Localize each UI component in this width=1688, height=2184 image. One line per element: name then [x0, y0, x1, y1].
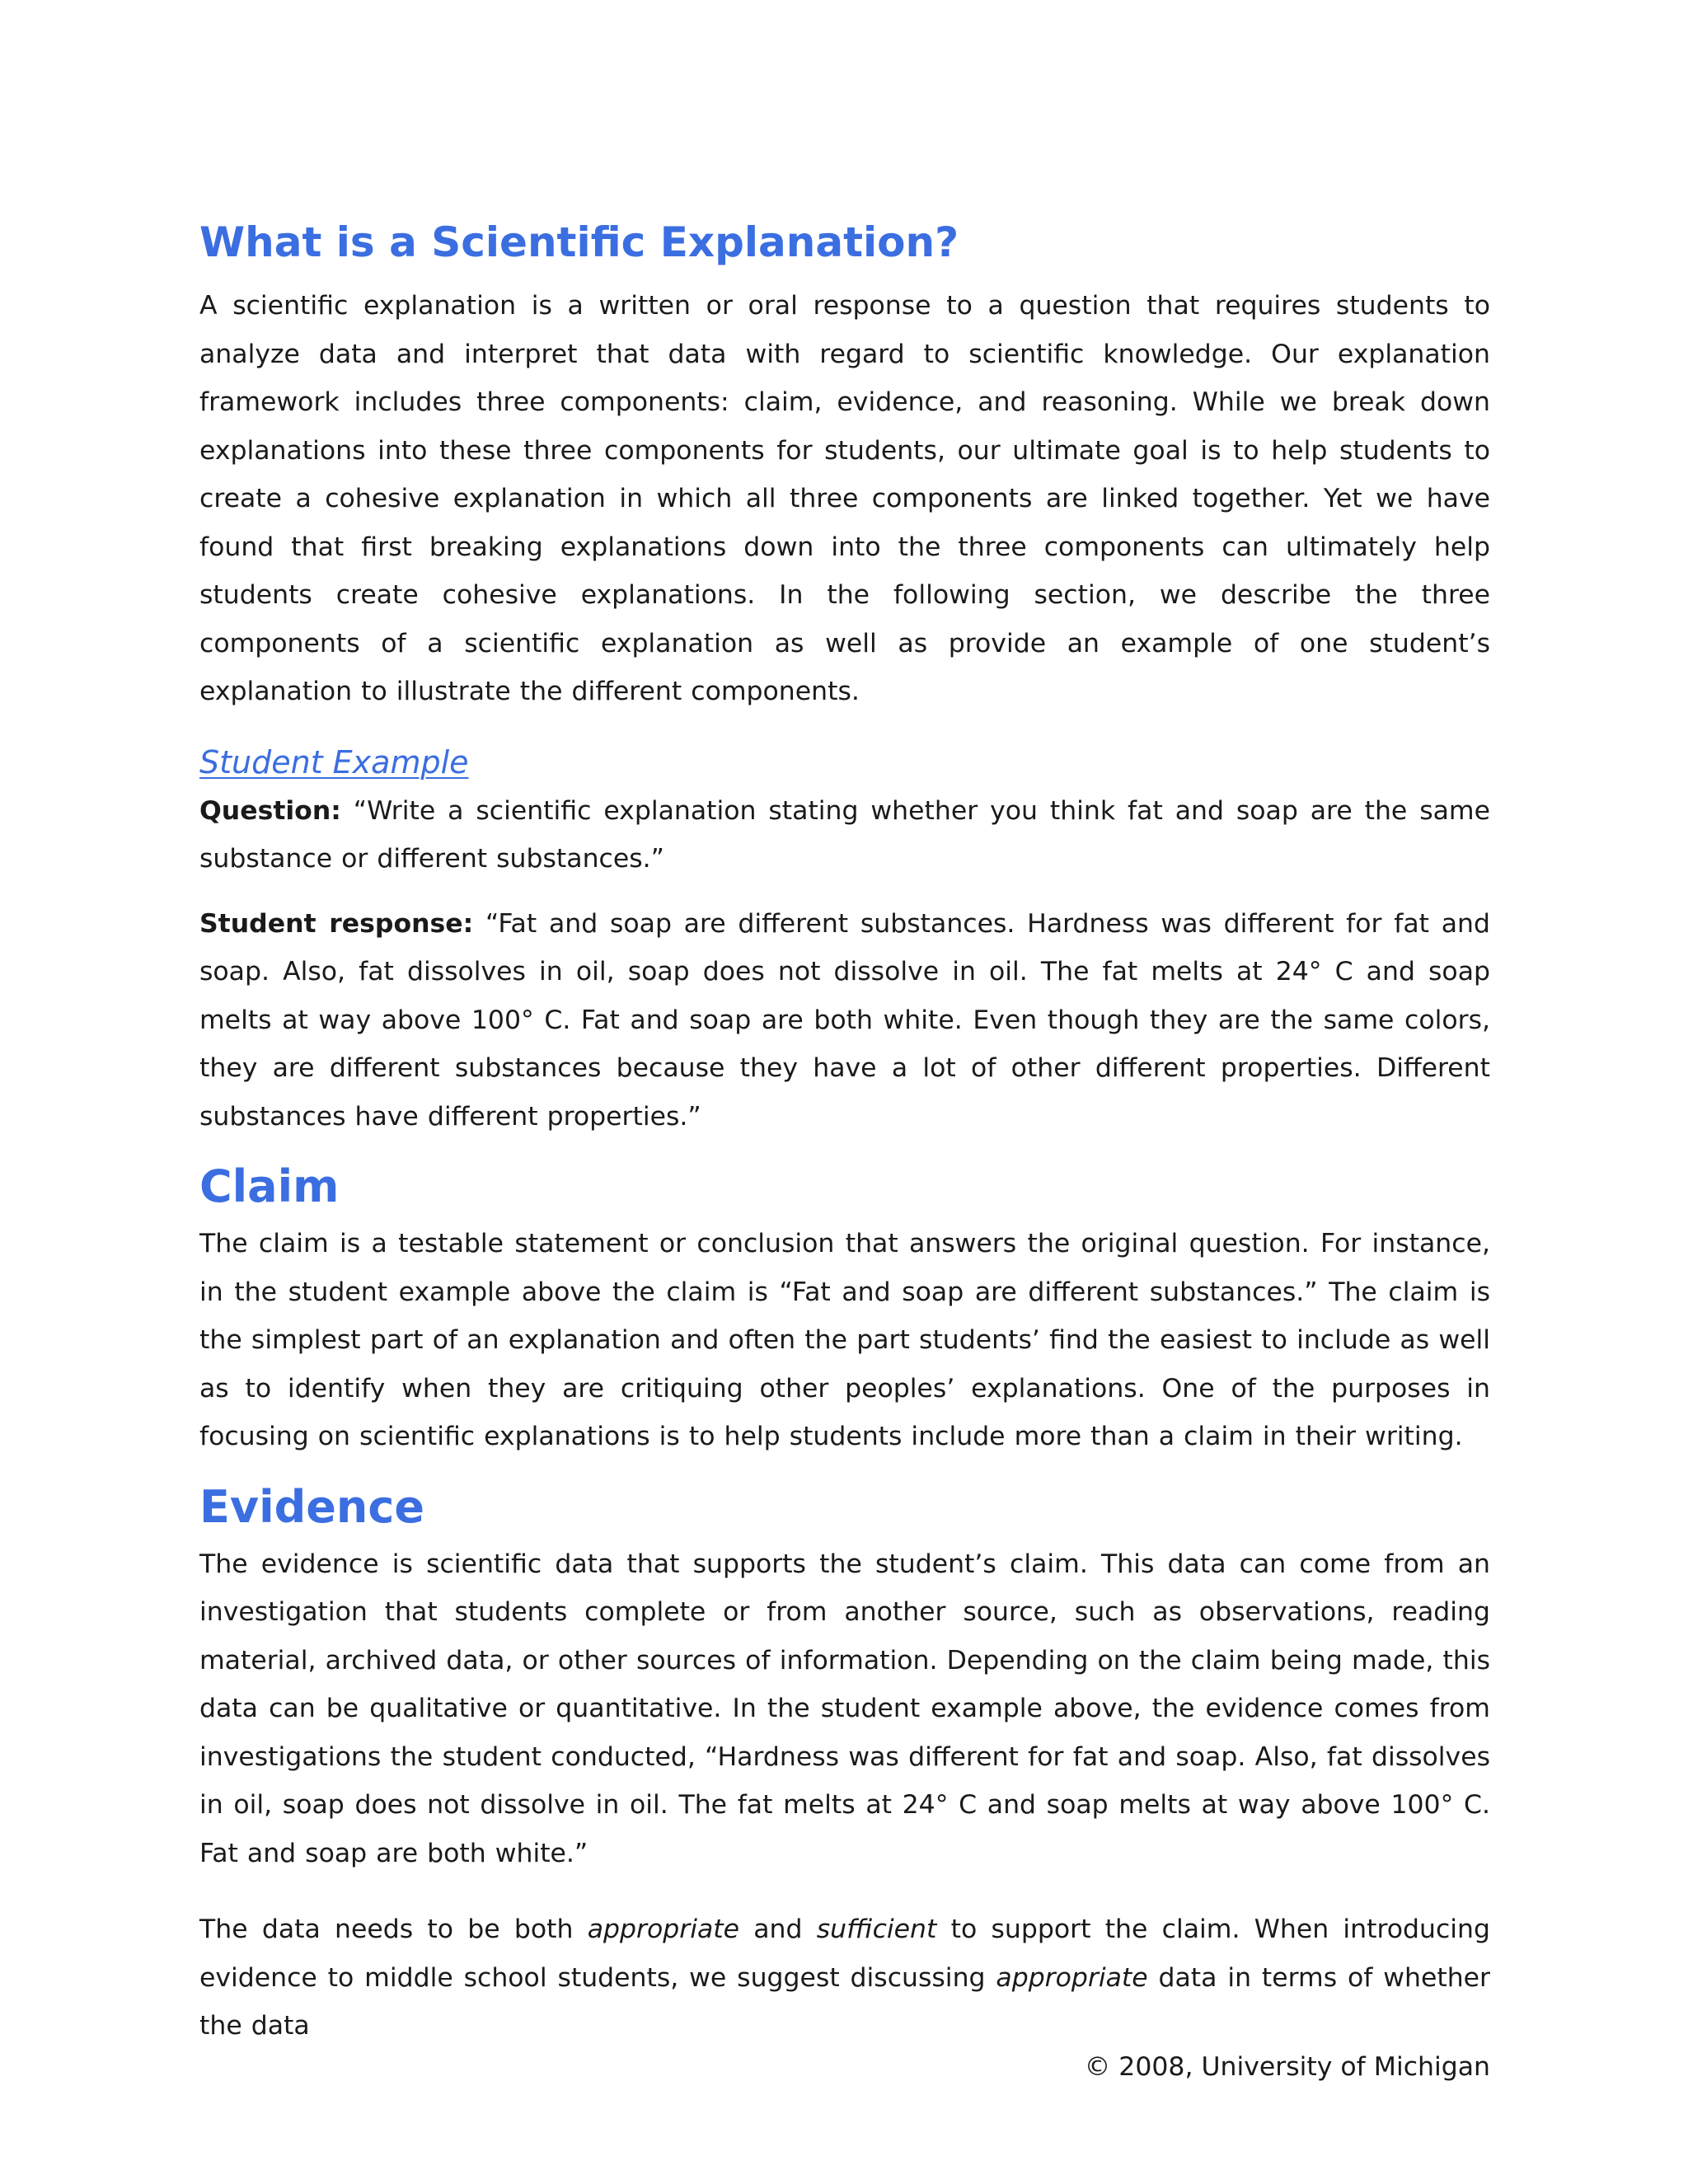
emphasis-sufficient: sufficient [816, 1915, 937, 1944]
evidence-paragraph: The evidence is scientific data that supports the student’s claim. This data can come from an investigation that students complete or from another source, such as observations, reading material, archived data, or other sources of information. Depending on the claim being made, this data can be qualitative or quantitative. In the student example above, the evidence comes from investigations the student conducted, “Hardness was different for fat and soap. Also, fat dissolves in oil, soap does not dissolve in oil. The fat melts at 24° C and soap melts at way above 100° C. Fat and soap are both white.” [199, 1549, 1490, 1868]
student-response [199, 900, 1490, 1141]
evidence-heading: Evidence [199, 1480, 424, 1533]
evidence-text-1: The data needs to be both [199, 1915, 588, 1944]
response-label: Student response: [199, 908, 474, 939]
emphasis-appropriate: appropriate [587, 1915, 739, 1944]
question-label: Question: [199, 795, 341, 826]
evidence-text-3: to support the claim. When introducing evidence to middle school students, we suggest discussing [199, 1915, 1490, 1993]
document-page [199, 206, 1490, 2050]
copyright-footer: © 2008, University of Michigan [1084, 2052, 1490, 2082]
evidence-text-2: and [738, 1915, 817, 1944]
page-title: What is a Scientific Explanation? [199, 218, 959, 266]
claim-paragraph: The claim is a testable statement or conclusion that answers the original question. For instance, in the student example above the claim is “Fat and soap are different substances.” The claim is the simplest part of an explanation and often the part students’ find the easiest to include as well as to identify when they are critiquing other peoples’ explanations. One of the purposes in focusing on scientific explanations is to help students include more than a claim in their writing. [199, 1229, 1490, 1451]
response-text: “Fat and soap are different substances. Hardness was different for fat and soap. Also, fat dissolves in oil, soap does not dissolve in oil. The fat melts at 24° C and soap melts at way above 100° C. Fat and soap are both white. Even though they are the same colors, they are different substances because they have a lot of other different properties. Different substances have different properties.” [199, 908, 1490, 1132]
intro-paragraph: A scientific explanation is a written or oral response to a question that requires students to analyze data and interpret that data with regard to scientific knowledge. Our explanation framework includes three components: claim, evidence, and reasoning. While we break down explanations into these three components for students, our ultimate goal is to help students to create a cohesive explanation in which all three components are linked together. Yet we have found that first breaking explanations down into the three components can ultimately help students create cohesive explanations. In the following section, we describe the three components of a scientific explanation as well as provide an example of one student’s explanation to illustrate the different components. [199, 291, 1490, 706]
evidence-paragraph-2 [199, 1905, 1490, 2050]
claim-heading: Claim [199, 1160, 340, 1212]
emphasis-appropriate-2: appropriate [996, 1962, 1148, 1993]
evidence-text-4: data in terms of whether the data [199, 1962, 1490, 2041]
student-example-heading: Student Example [199, 743, 469, 780]
student-question [199, 787, 1490, 883]
question-text: “Write a scientific explanation stating whether you think fat and soap are the same substance or different substances.” [199, 795, 1490, 874]
